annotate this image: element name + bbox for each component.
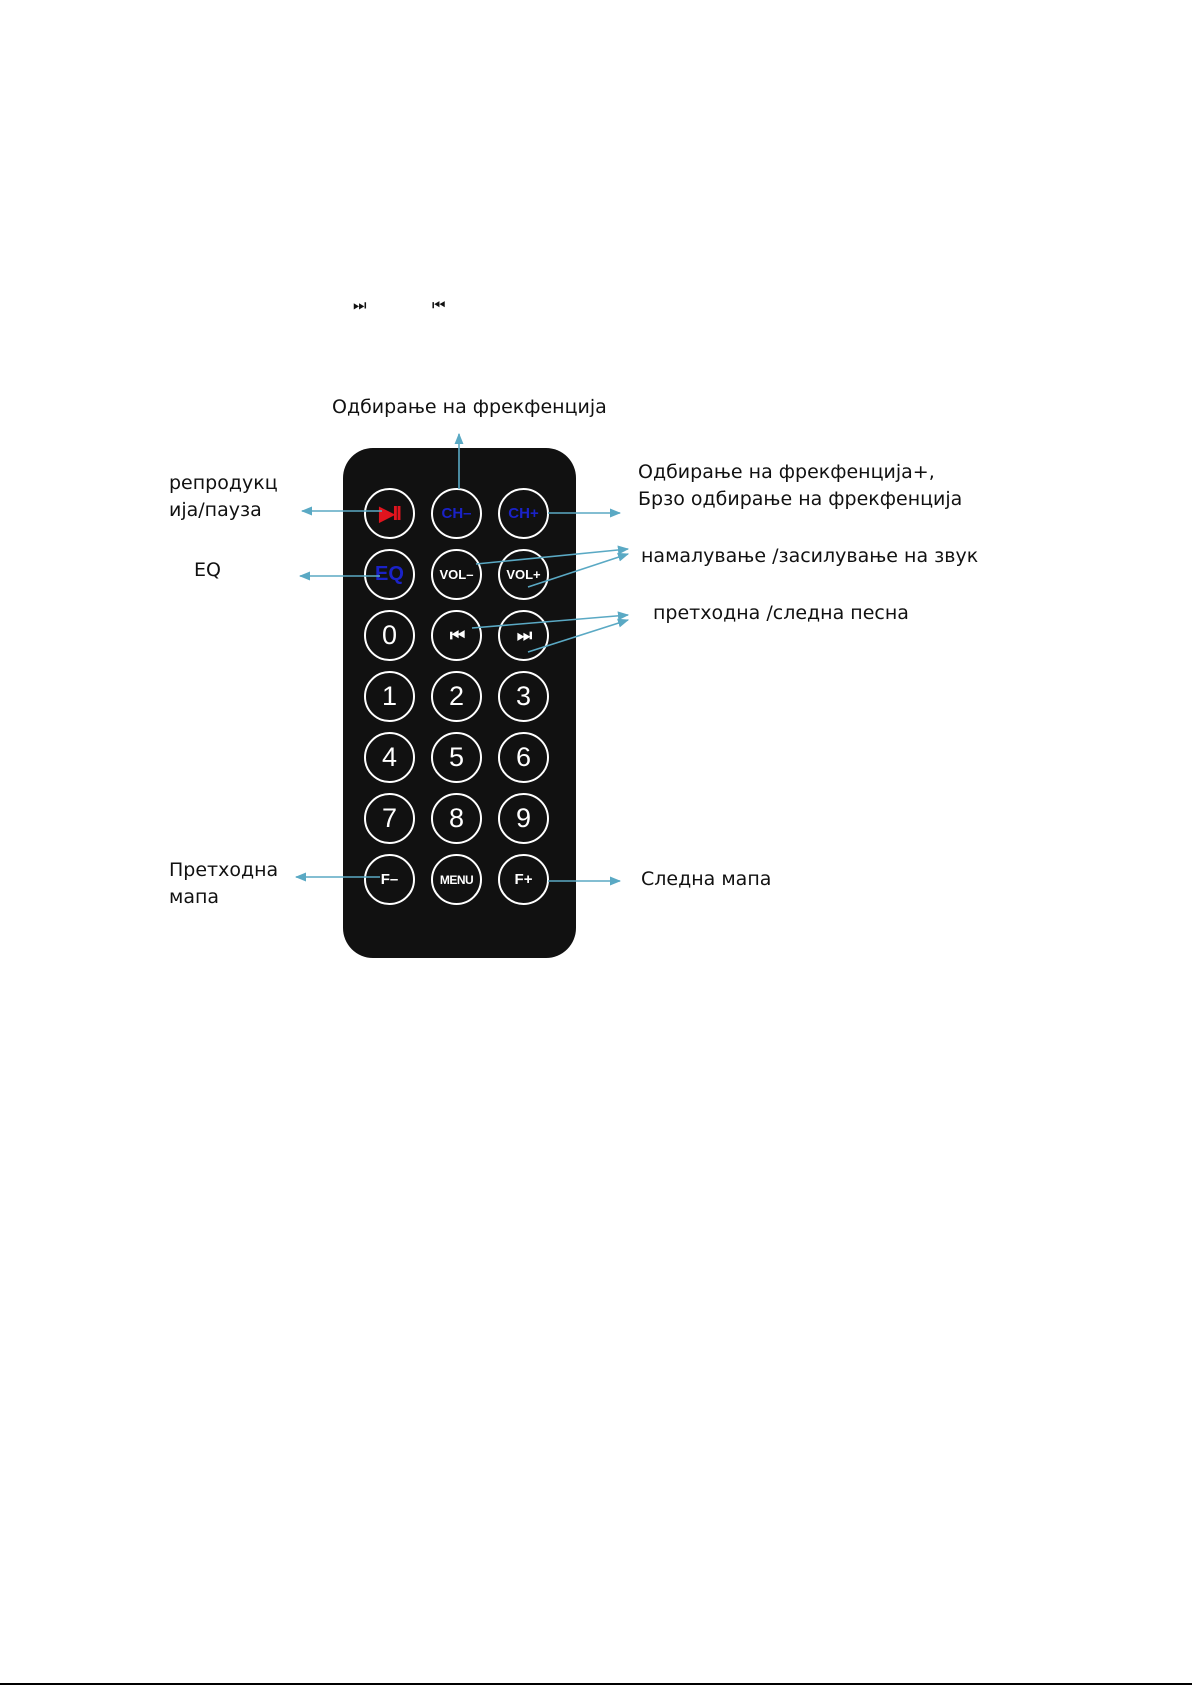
prev-folder-label-line2: мапа xyxy=(169,886,220,908)
track-label: претходна /следна песна xyxy=(653,602,909,624)
digit-5-button[interactable]: 5 xyxy=(431,732,482,783)
digit-8-button[interactable]: 8 xyxy=(431,793,482,844)
vol-plus-button[interactable]: VOL+ xyxy=(498,549,549,600)
ch-minus-button[interactable]: CH– xyxy=(431,488,482,539)
arrow-next-track xyxy=(528,620,628,652)
next-track-symbol: ⏭ xyxy=(353,296,367,314)
digit-3-button[interactable]: 3 xyxy=(498,671,549,722)
digit-6-button[interactable]: 6 xyxy=(498,732,549,783)
next-folder-label: Следна мапа xyxy=(641,868,772,890)
eq-label: EQ xyxy=(194,559,221,581)
arrow-prev-track xyxy=(472,615,628,628)
ch-plus-button[interactable]: CH+ xyxy=(498,488,549,539)
play-pause-label-line1: репродукц xyxy=(169,472,278,494)
play-pause-label-line2: ија/пауза xyxy=(169,499,262,521)
prev-track-icon: ⏮ xyxy=(449,625,464,645)
digit-4-button[interactable]: 4 xyxy=(364,732,415,783)
volume-label: намалување /засилување на звук xyxy=(641,545,979,567)
digit-2-button[interactable]: 2 xyxy=(431,671,482,722)
prev-track-symbol: ⏮ xyxy=(432,296,446,314)
arrow-vol-plus xyxy=(528,554,628,587)
next-track-icon: ⏭ xyxy=(516,625,531,645)
f-minus-button[interactable]: F– xyxy=(364,854,415,905)
digit-9-button[interactable]: 9 xyxy=(498,793,549,844)
digit-1-button[interactable]: 1 xyxy=(364,671,415,722)
f-plus-button[interactable]: F+ xyxy=(498,854,549,905)
menu-button[interactable]: MENU xyxy=(431,854,482,905)
digit-0-button[interactable]: 0 xyxy=(364,610,415,661)
vol-minus-button[interactable]: VOL– xyxy=(431,549,482,600)
digit-7-button[interactable]: 7 xyxy=(364,793,415,844)
frequency-up-label-line2: Брзо одбирање на фрекфенција xyxy=(638,488,963,510)
eq-button[interactable]: EQ xyxy=(364,549,415,600)
frequency-down-label: Одбирање на фрекфенција xyxy=(332,396,607,418)
play-pause-button[interactable]: ▶II xyxy=(364,488,415,539)
frequency-up-label-line1: Одбирање на фрекфенција+, xyxy=(638,461,935,483)
prev-folder-label-line1: Претходна xyxy=(169,859,279,881)
